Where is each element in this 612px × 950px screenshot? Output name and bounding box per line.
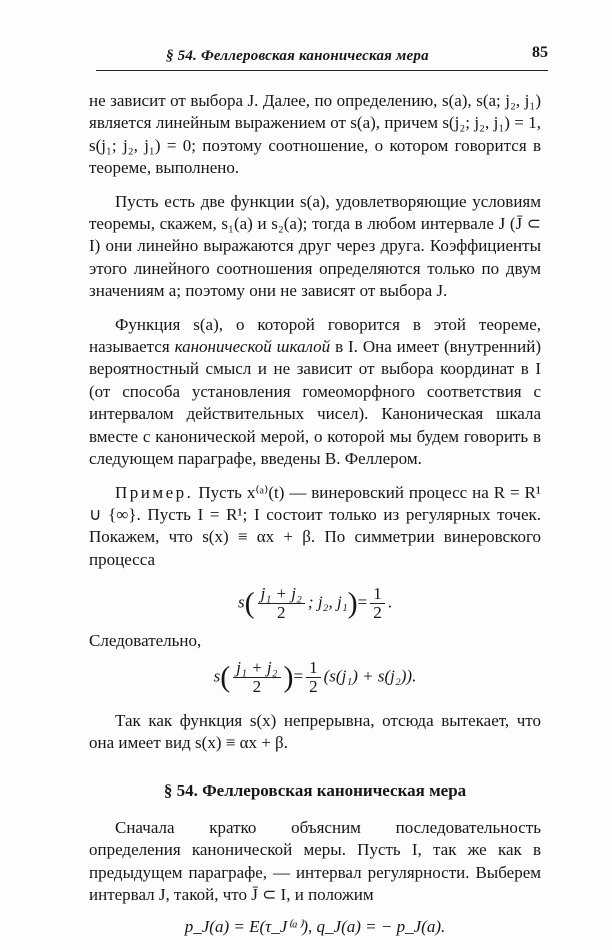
paren-open: (: [220, 660, 231, 694]
fraction: [370, 585, 385, 622]
paragraph-continuation: не зависит от выбора J. Далее, по определению, s(a), s(a; j₂, j₁) является линейным выражением от s(a), причем s(j₂; j₂, j₁) = 1, s(j₁; j₂, j₁) = 0; поэтому соотношение, о котором говорится в теореме, выполнено.: [89, 91, 541, 178]
paragraph-consequently: Следовательно,: [89, 631, 202, 651]
paragraph-uniqueness: Пусть есть две функции s(a), удовлетворяющие условиям теоремы, скажем, s₁(a) и s₂(a); тогда в любом интервале J (J̄ ⊂ I) они линейно выражаются друг через друга. Коэффициенты этого линейного соотношения определяются только по двум значениям a; поэтому они не зависят от выбора J.: [89, 191, 541, 301]
section-heading: § 54. Феллеровская каноническая мера: [163, 781, 467, 801]
paren-close: ): [283, 660, 294, 694]
formula-part: s: [213, 665, 221, 685]
paragraph-example: [89, 482, 541, 572]
fraction-numerator: j₁ + j₂: [233, 659, 280, 678]
page-header: [96, 44, 548, 71]
paren-open: (: [244, 586, 255, 620]
fraction-denominator: 2: [309, 676, 318, 696]
running-head: § 54. Феллеровская каноническая мера: [166, 48, 429, 64]
formula-midpoint: [89, 659, 541, 696]
paragraph-conclusion: Так как функция s(x) непрерывна, отсюда вытекает, что она имеет вид s(x) ≡ αx + β.: [89, 710, 541, 752]
fraction-numerator: 1: [370, 585, 385, 604]
paragraph-canonical-scale: [89, 314, 541, 471]
paragraph-section-intro: Сначала кратко объясним последовательность определения канонической меры. Пусть I, так же как в предыдущем параграфе, — интервал регулярности. Выберем интервал J, такой, что J̄ ⊂ I, и положим: [89, 817, 541, 904]
formula-equals: =: [357, 592, 368, 612]
formula-equals: =: [293, 665, 304, 685]
formula-definition: p_J(a) = E(τ_J⁽ᵃ⁾), q_J(a) = − p_J(a).: [184, 917, 446, 937]
fraction-denominator: 2: [277, 603, 286, 623]
paren-close: ): [347, 586, 358, 620]
fraction: [258, 585, 305, 622]
fraction-numerator: 1: [306, 659, 321, 678]
formula-part: .: [387, 592, 392, 612]
paragraph-text: Пусть x⁽ᵃ⁾(t) — винеровский процесс на R = R¹ ∪ {∞}. Пусть I = R¹; I состоит только из регулярных точек. Покажем, что s(x) ≡ αx + β. По симметрии винеровского процесса: [89, 482, 541, 569]
fraction: [306, 659, 321, 696]
paragraph-text: в I. Она имеет (внутренний) вероятностный смысл и не зависит от выбора координат в I (от способа установления гомеоморфного соответствия с интервалом действительных чисел). Каноническая шкала вместе с канонической мерой, о которой мы будем говорить в следующем параграфе, введены В. Феллером.: [89, 337, 541, 469]
text-body: [89, 90, 541, 938]
formula-symmetry: [89, 585, 541, 622]
fraction-numerator: j₁ + j₂: [258, 585, 305, 604]
fraction-denominator: 2: [252, 676, 262, 696]
emphasis-term: канонической шкалой: [174, 337, 331, 357]
page-number: 85: [532, 44, 548, 61]
formula-part: (s(j₁) + s(j₂)).: [323, 665, 417, 685]
fraction: [233, 659, 280, 696]
formula-part: ; j₂, j₁: [307, 592, 348, 612]
example-label: Пример.: [115, 482, 194, 502]
fraction-denominator: 2: [373, 603, 382, 623]
paragraph-text: Функция s(a), о которой говорится в этой теореме, называется: [89, 314, 541, 357]
formula-part: s: [238, 592, 245, 612]
